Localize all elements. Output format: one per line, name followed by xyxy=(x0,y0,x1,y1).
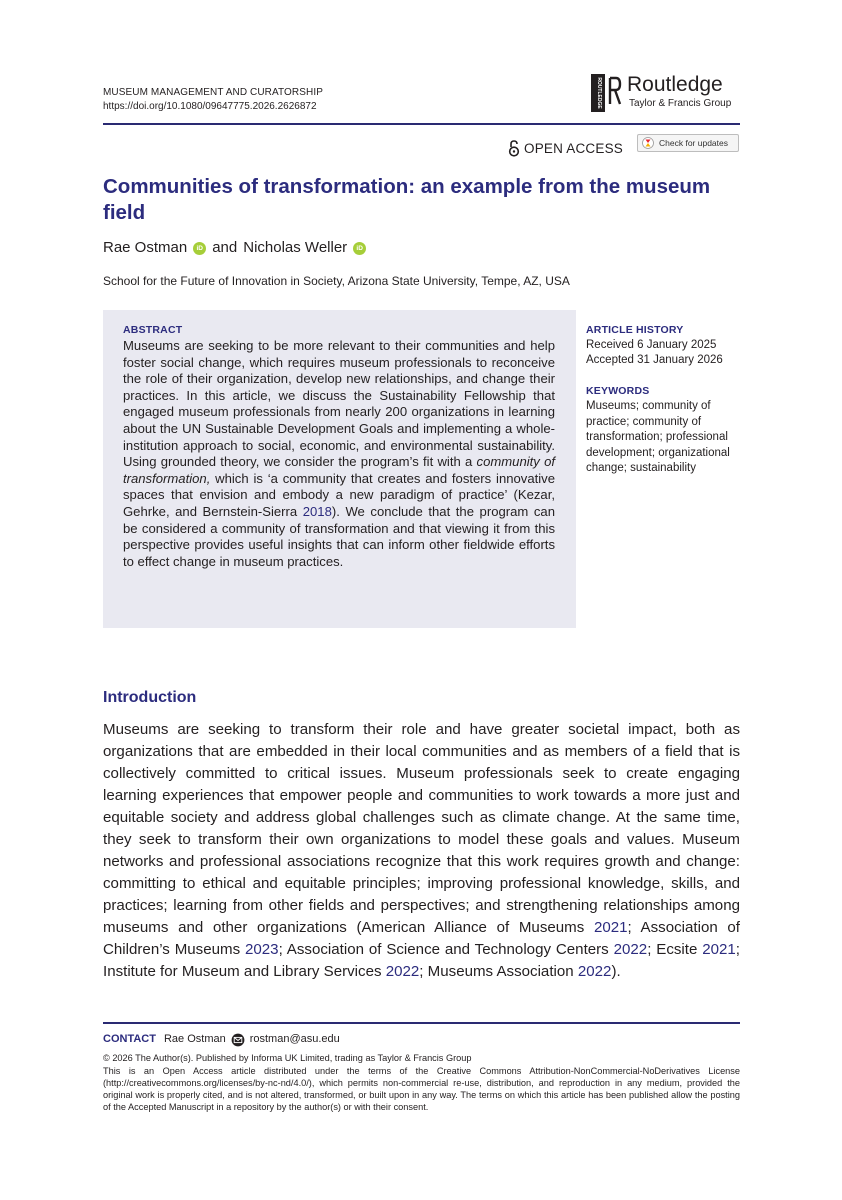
footer-divider xyxy=(103,1022,740,1024)
accepted-date: Accepted 31 January 2026 xyxy=(586,354,723,366)
orcid-icon[interactable]: iD xyxy=(353,242,366,255)
citation-link[interactable]: 2018 xyxy=(302,503,332,519)
citation-link[interactable]: 2022 xyxy=(385,963,420,980)
routledge-r-icon xyxy=(608,76,622,106)
affiliation: School for the Future of Innovation in Society, Arizona State University, Tempe, AZ, USA xyxy=(103,274,570,288)
open-access-badge xyxy=(508,138,623,158)
section-heading: Introduction xyxy=(103,689,197,706)
orcid-icon[interactable]: iD xyxy=(193,242,206,255)
contact-name: Rae Ostman xyxy=(163,1033,226,1045)
header-divider xyxy=(103,123,740,125)
publisher-logo[interactable] xyxy=(591,72,741,114)
contact-label: CONTACT xyxy=(103,1033,156,1045)
citation-link[interactable]: 2021 xyxy=(593,919,628,936)
publisher-name: Routledge xyxy=(627,73,723,96)
open-access-label: OPEN ACCESS xyxy=(524,140,623,156)
author-name[interactable]: Rae Ostman xyxy=(103,239,188,256)
journal-name: MUSEUM MANAGEMENT AND CURATORSHIP xyxy=(103,87,323,98)
keywords-list: Museums; community of practice; community of transformation; professional development; organizational change; sustainability xyxy=(586,400,730,474)
svg-text:ROUTLEDGE: ROUTLEDGE xyxy=(596,77,602,109)
license-notice: This is an Open Access article distributed under the terms of the Creative Commons Attribution-NonCommercial-NoDerivatives License (http://creativecommons.org/licenses/by-nc-nd/4.0/), which permits non-commercial re-use, distribution, and reproduction in any medium, provided the original work is properly cited, and is not altered, transformed, or built upon in any way. The terms on which this article has been published allow the posting of the Accepted Manuscript in a repository by the author(s) or with their consent. xyxy=(103,1066,740,1112)
routledge-logo-icon xyxy=(591,74,605,112)
abstract-text: Museums are seeking to be more relevant to their communities and help foster social change, which requires museum professionals to reconceive the role of their organization, develop new relationships, and change their practices. In this article, we discuss the Sustainability Fellowship that engaged museum professionals from nearly 200 organizations in learning about the UN Sustainable Development Goals and implementing a whole-institution approach to social, economic, and environmental sustainability. Using grounded theory, we consider the program’s fit with a community of transformation, which is ‘a community that creates and fosters innovative spaces that envision and embody a new paradigm of practice’ (Kezar, Gehrke, and Bernstein-Sierra 2018). We conclude that the program can be considered a community of transformation and that viewing it from this perspective provides useful insights that can inform other fieldwide efforts to effect change in museum practices. xyxy=(123,338,556,569)
publisher-group: Taylor & Francis Group xyxy=(629,98,732,109)
crossmark-icon xyxy=(642,137,654,149)
citation-link[interactable]: 2022 xyxy=(577,963,612,980)
abstract-heading: ABSTRACT xyxy=(123,324,183,336)
introduction-paragraph: Museums are seeking to transform their role and have greater societal impact, both as organizations that are embedded in their local communities and as members of a field that is collectively committed to critical issues. Museum professionals seek to create engaging learning experiences that empower people and communities to work towards a more just and equitable society and address global challenges such as climate change. At the same time, they seek to transform their own organizations to model these goals and values. Museum networks and professional associations recognize that this work requires growth and change: committing to ethical and equitable principles; improving professional knowledge, skills, and practices; learning from other fields and perspectives; and strengthening relationships among museums and other organizations (American Alliance of Museums 2021; Association of Children’s Museums 2023; Association of Science and Technology Centers 2022; Ecsite 2021; Institute for Museum and Library Services 2022; Museums Association 2022). xyxy=(103,721,740,980)
open-lock-icon xyxy=(508,140,520,157)
article-history-heading: ARTICLE HISTORY xyxy=(586,324,684,336)
keywords-heading: KEYWORDS xyxy=(586,385,650,397)
citation-link[interactable]: 2022 xyxy=(613,941,648,958)
contact-line xyxy=(103,1032,340,1047)
author-list xyxy=(103,238,372,258)
citation-link[interactable]: 2021 xyxy=(702,941,736,958)
article-title: Communities of transformation: an example from the museum field xyxy=(103,175,711,224)
citation-link[interactable]: 2023 xyxy=(245,941,279,958)
email-icon xyxy=(231,1033,245,1047)
copyright-notice: © 2026 The Author(s). Published by Informa UK Limited, trading as Taylor & Francis Group xyxy=(103,1053,472,1063)
check-updates-label: Check for updates xyxy=(659,138,728,148)
author-name[interactable]: Nicholas Weller xyxy=(243,239,348,256)
received-date: Received 6 January 2025 xyxy=(586,339,717,351)
doi-link[interactable]: https://doi.org/10.1080/09647775.2026.2626872 xyxy=(103,101,317,112)
author-separator: and xyxy=(212,239,238,256)
check-for-updates-button[interactable] xyxy=(637,134,739,152)
contact-email[interactable]: rostman@asu.edu xyxy=(249,1033,340,1045)
